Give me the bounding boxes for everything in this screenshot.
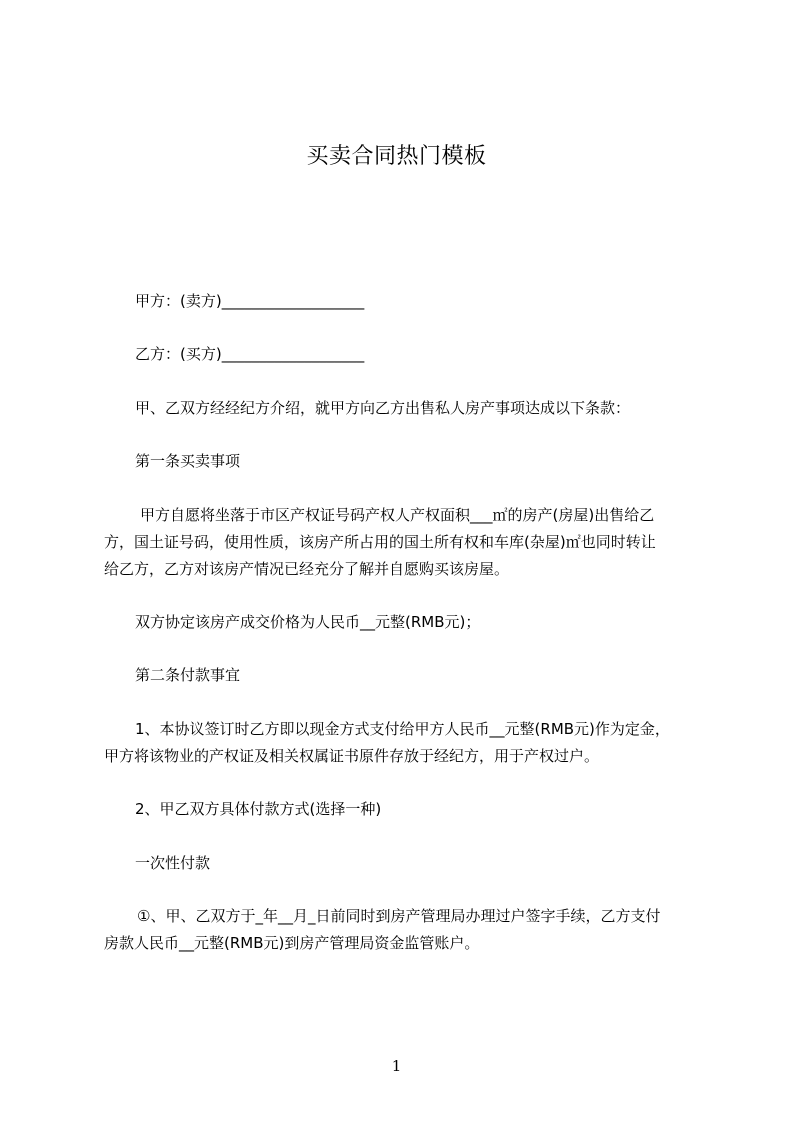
party-a-seller-line: 甲方：(卖方)___________________ — [135, 292, 365, 310]
article-1-text-line-3: 给乙方，乙方对该房产情况已经充分了解并自愿购买该房屋。 — [104, 560, 510, 578]
article-1-heading: 第一条买卖事项 — [135, 452, 241, 470]
lump-sum-heading: 一次性付款 — [135, 854, 211, 872]
payment-method-heading: 2、甲乙双方具体付款方式(选择一种) — [135, 800, 382, 818]
intro-paragraph: 甲、乙双方经经纪方介绍，就甲方向乙方出售私人房产事项达成以下条款： — [135, 399, 631, 417]
lump-sum-clause-line-1: ①、甲、乙双方于_年__月_日前同时到房产管理局办理过户签字手续，乙方支付 — [137, 907, 661, 925]
deposit-clause-line-2: 甲方将该物业的产权证及相关权属证书原件存放于经纪方，用于产权过户。 — [104, 747, 600, 765]
article-2-heading: 第二条付款事宜 — [135, 666, 241, 684]
document-title: 买卖合同热门模板 — [306, 144, 487, 169]
price-clause: 双方协定该房产成交价格为人民币__元整(RMB元)； — [135, 613, 481, 631]
page-number: 1 — [391, 1057, 402, 1075]
deposit-clause-line-1: 1、本协议签订时乙方即以现金方式支付给甲方人民币__元整(RMB元)作为定金， — [135, 720, 670, 738]
article-1-text-line-1: 甲方自愿将坐落于市区产权证号码产权人产权面积___㎡的房产(房屋)出售给乙 — [140, 506, 655, 524]
lump-sum-clause-line-2: 房款人民币__元整(RMB元)到房产管理局资金监管账户。 — [104, 934, 480, 952]
article-1-text-line-2: 方，国土证号码，使用性质，该房产所占用的国土所有权和车库(杂屋)㎡也同时转让 — [104, 533, 656, 551]
party-b-buyer-line: 乙方：(买方)___________________ — [135, 345, 365, 363]
